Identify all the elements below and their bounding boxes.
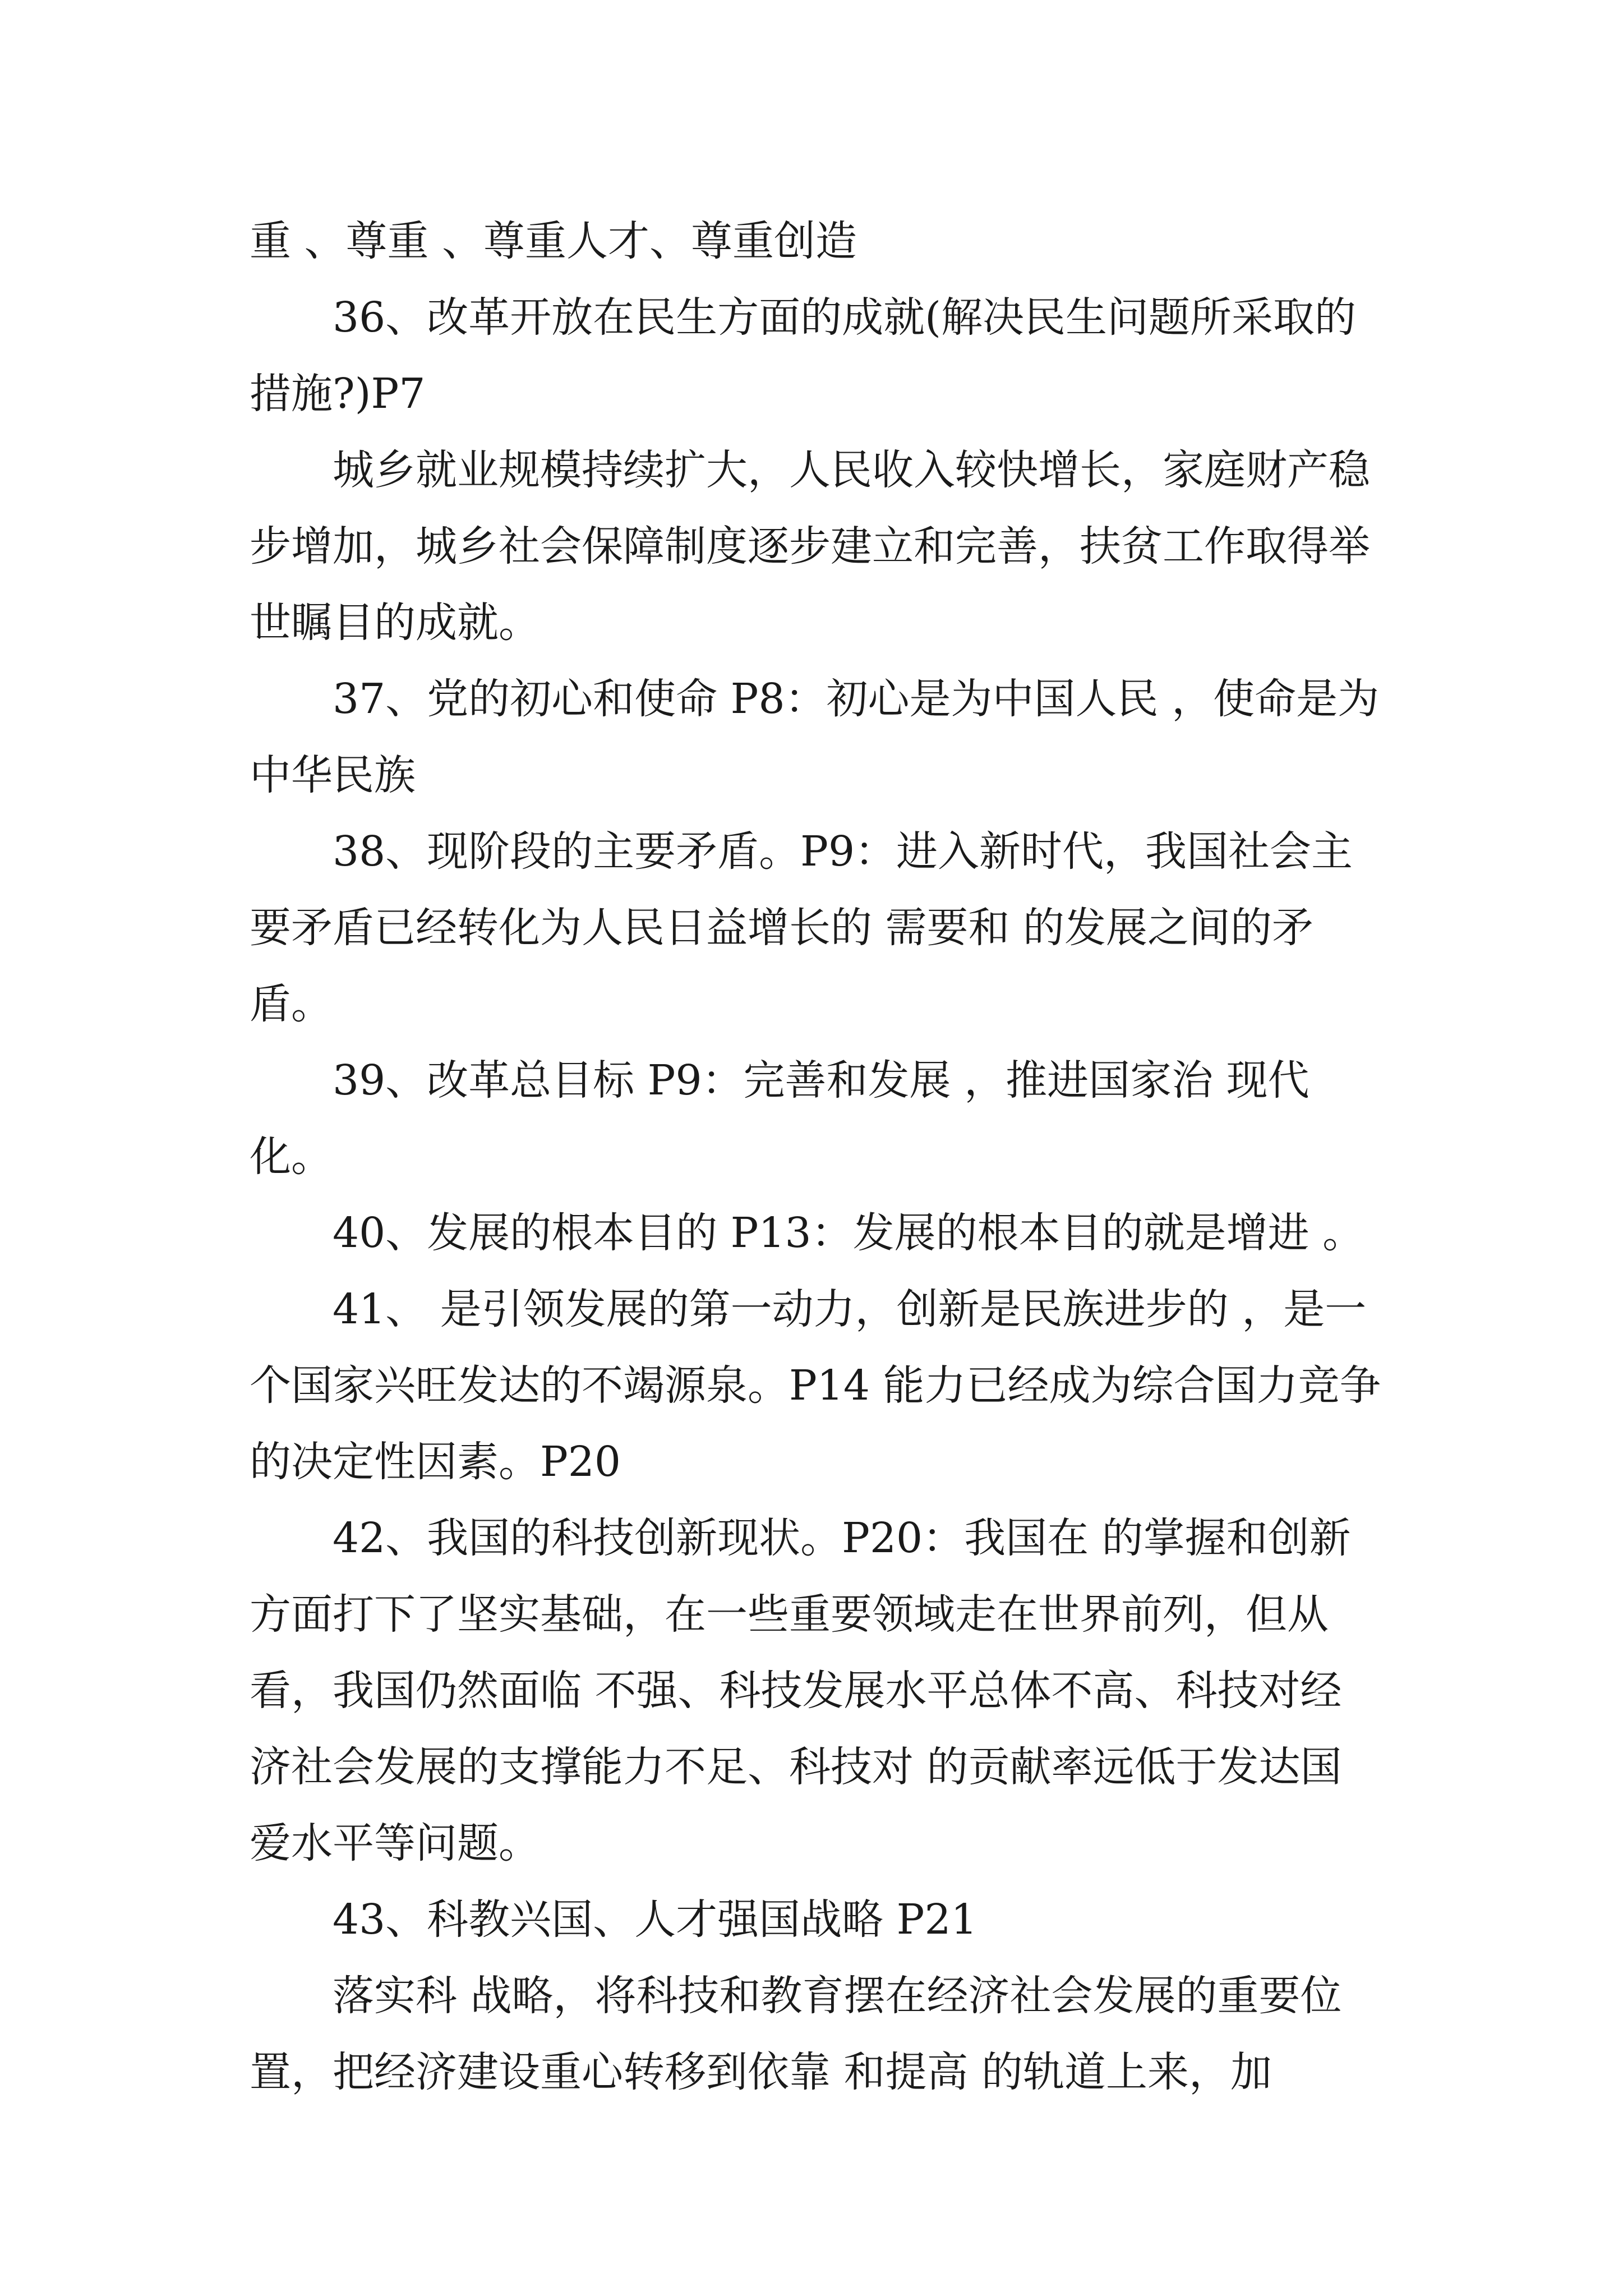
paragraph-item-36-answer: 城乡就业规模持续扩大，人民收入较快增长，家庭财产稳步增加，城乡社会保障制度逐步建立和完善，扶贫工作取得举世瞩目的成就。 [250, 446, 1370, 647]
paragraph-item-38: 38、现阶段的主要矛盾。P9：进入新时代，我国社会主要矛盾已经转化为人民日益增长的 需要和 的发展之间的矛盾。 [250, 827, 1353, 1028]
paragraph-item-41: 41、 是引领发展的第一动力，创新是民族进步的 ，是一个国家兴旺发达的不竭源泉。P14 能力已经成为综合国力竞争的决定性因素。P20 [250, 1285, 1381, 1486]
paragraph-item-43-answer: 落实科 战略，将科技和教育摆在经济社会发展的重要位置，把经济建设重心转移到依靠 和提高 的轨道上来，加 [250, 1972, 1342, 2096]
paragraph-item-39: 39、改革总目标 P9：完善和发展 ，推进国家治 现代化。 [250, 1056, 1310, 1181]
paragraph-item-36: 36、改革开放在民生方面的成就(解决民生问题所采取的措施?)P7 [250, 293, 1357, 418]
paragraph-item-40: 40、发展的根本目的 P13：发展的根本目的就是增进 。 [333, 1209, 1364, 1257]
paragraph-respect: 重 、尊重 、尊重人才、尊重创造 [250, 217, 857, 265]
paragraph-item-43: 43、科教兴国、人才强国战略 P21 [333, 1895, 978, 1944]
paragraph-item-37: 37、党的初心和使命 P8：初心是为中国人民 ，使命是为中华民族 [250, 675, 1380, 799]
document-body [250, 203, 1382, 2110]
paragraph-item-42: 42、我国的科技创新现状。P20：我国在 的掌握和创新方面打下了坚实基础，在一些重要领域走在世界前列，但从看，我国仍然面临 不强、科技发展水平总体不高、科技对经济社会发展的支撑能力不足、科技对 的贡献率远低于发达国爱水平等问题。 [250, 1514, 1351, 1867]
